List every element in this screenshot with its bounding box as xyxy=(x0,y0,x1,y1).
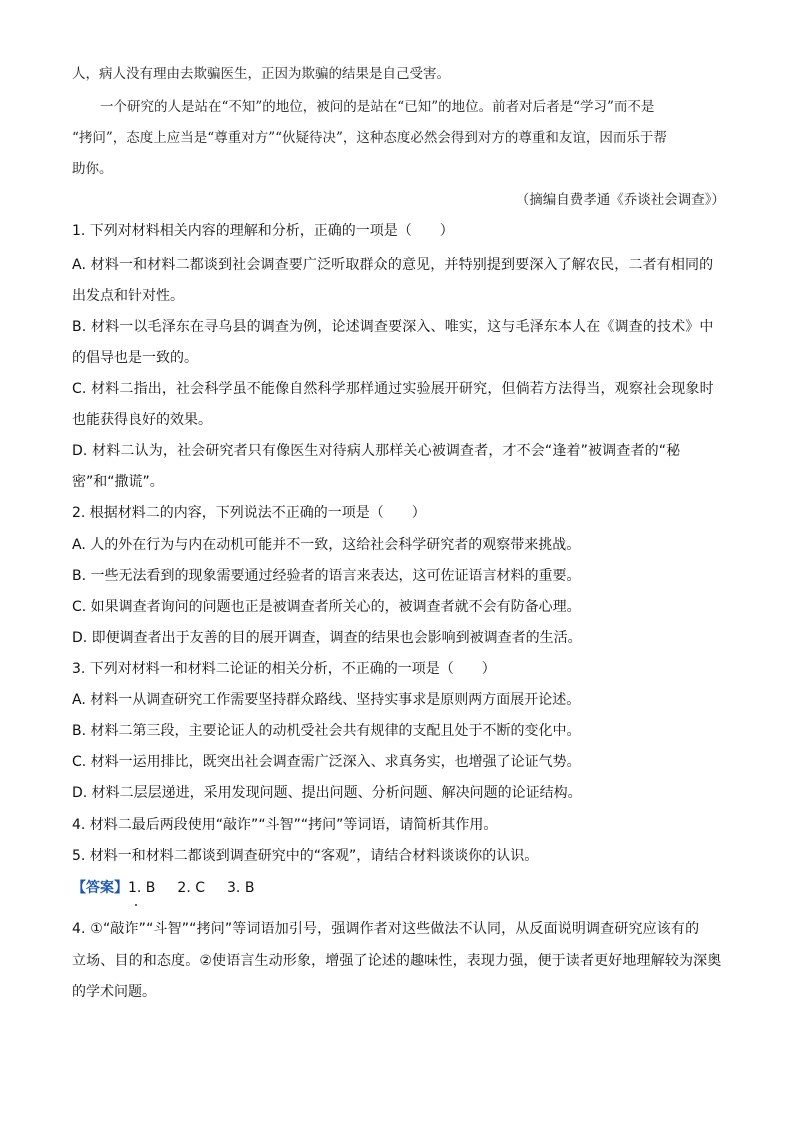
question-1-option-a-cont: 出发点和针对性。 xyxy=(72,288,184,304)
question-1-stem: 1. 下列对材料相关内容的理解和分析，正确的一项是（ ） xyxy=(72,223,454,239)
question-1-option-b: B. 材料一以毛泽东在寻乌县的调查为例，论述调查要深入、唯实，这与毛泽东本人在《调查的技术》中 xyxy=(72,319,714,335)
question-1-option-d: D. 材料二认为，社会研究者只有像医生对待病人那样关心被调查者，才不会“逢着”被调查者的“秘 xyxy=(72,443,681,459)
question-2-option-a: A. 人的外在行为与内在动机可能并不一致，这给社会科学研究者的观察带来挑战。 xyxy=(72,537,581,553)
explanation-line: 立场、目的和态度。②使语言生动形象，增强了论述的趣味性，表现力强，便于读者更好地理解较为深奥 xyxy=(72,953,722,969)
question-1-option-d-cont: 密”和“撒谎”。 xyxy=(72,474,164,490)
question-3-option-b: B. 材料二第三段，主要论证人的动机受社会共有规律的支配且处于不断的变化中。 xyxy=(72,723,581,739)
question-2-option-d: D. 即便调查者出于友善的目的展开调查，调查的结果也会影响到被调查者的生活。 xyxy=(72,630,582,646)
question-3-stem: 3. 下列对材料一和材料二论证的相关分析，不正确的一项是（ ） xyxy=(72,661,496,677)
question-2-stem: 2. 根据材料二的内容，下列说法不正确的一项是（ ） xyxy=(72,505,426,521)
explanation-line: 的学术问题。 xyxy=(72,984,156,1000)
question-3-option-c: C. 材料一运用排比，既突出社会调查需广泛深入、求真务实，也增强了论证气势。 xyxy=(72,754,581,770)
answer-3: 3. B xyxy=(227,880,255,896)
question-5-stem: 5. 材料一和材料二都谈到调查研究中的“客观”，请结合材料谈谈你的认识。 xyxy=(72,848,539,864)
question-3-option-d: D. 材料二层层递进，采用发现问题、提出问题、分析问题、解决问题的论证结构。 xyxy=(72,785,582,801)
passage-paragraph-line: “拷问”，态度上应当是“尊重对方”“伙疑待决”，这种态度必然会得到对方的尊重和友谊，因而乐于帮 xyxy=(72,130,667,146)
answer-line xyxy=(72,878,727,898)
question-1-option-a: A. 材料一和材料二都谈到社会调查要广泛听取群众的意见，并特别提到要深入了解农民，二者有相同的 xyxy=(72,257,714,273)
question-2-option-c: C. 如果调查者询问的问题也正是被调查者所关心的，被调查者就不会有防备心理。 xyxy=(72,599,581,615)
answer-mark-dot xyxy=(135,904,137,906)
question-4-stem: 4. 材料二最后两段使用“敲诈”“斗智”“拷问”等词语，请简析其作用。 xyxy=(72,817,498,833)
answer-1: 1. B xyxy=(128,880,156,896)
question-1-option-c-cont: 也能获得良好的效果。 xyxy=(72,412,212,428)
question-1-option-b-cont: 的倡导也是一致的。 xyxy=(72,350,198,366)
answer-2: 2. C xyxy=(177,880,206,896)
passage-line: 人，病人没有理由去欺骗医生，正因为欺骗的结果是自己受害。 xyxy=(72,66,450,82)
passage-paragraph-line: 一个研究的人是站在“不知”的地位，被问的是站在“已知”的地位。前者对后者是“学习”而不是 xyxy=(100,99,655,115)
question-2-option-b: B. 一些无法看到的现象需要通过经验者的语言来表达，这可佐证语言材料的重要。 xyxy=(72,568,581,584)
explanation-line: 4. ①“敲诈”“斗智”“拷问”等词语加引号，强调作者对这些做法不认同，从反面说明调查研究应该有的 xyxy=(72,921,700,937)
question-3-option-a: A. 材料一从调查研究工作需要坚持群众路线、坚持实事求是原则两方面展开论述。 xyxy=(72,692,581,708)
passage-paragraph-line: 助你。 xyxy=(72,161,113,177)
question-1-option-c: C. 材料二指出，社会科学虽不能像自然科学那样通过实验展开研究，但倘若方法得当，观察社会现象时 xyxy=(72,381,714,397)
passage-source: （摘编自费孝通《乔谈社会调查》） xyxy=(515,192,725,208)
answer-tag: 【答案】 xyxy=(72,880,128,896)
